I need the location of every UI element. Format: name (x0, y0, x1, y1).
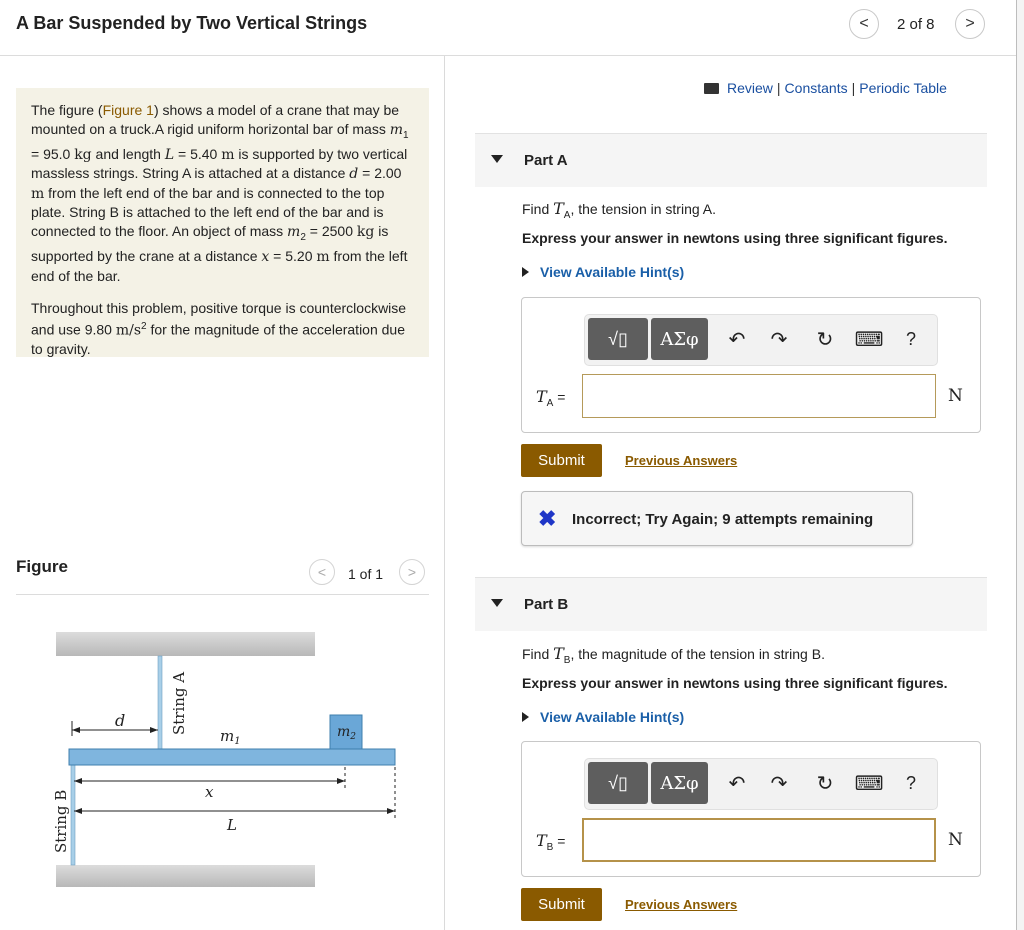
part-a-header[interactable] (475, 133, 987, 187)
chevron-left-icon: < (859, 15, 869, 32)
figure-link[interactable]: Figure 1 (102, 102, 154, 118)
part-a-variable-label: $T_A$ = (536, 387, 566, 410)
problem-statement (16, 88, 429, 357)
part-b-submit-button[interactable]: Submit (521, 888, 602, 921)
label-string-a: String A (170, 671, 188, 735)
part-b-previous-answers-link[interactable]: Previous Answers (625, 897, 738, 912)
incorrect-x-icon: ✖ (538, 506, 557, 531)
part-b-unit: N (948, 830, 963, 850)
keyboard-icon[interactable]: ⌨ (854, 328, 884, 351)
figure-pager: 1 of 1 (348, 566, 384, 582)
expand-triangle-icon (522, 267, 529, 277)
chevron-left-icon: < (317, 564, 327, 580)
help-icon[interactable]: ? (905, 328, 916, 349)
label-m2: $m_2$ (337, 724, 357, 742)
part-a-previous-answers-link[interactable]: Previous Answers (625, 453, 738, 468)
resource-links: Review | Constants | Periodic Table (704, 80, 947, 96)
part-b-header[interactable] (475, 577, 987, 631)
constants-link[interactable]: Constants (784, 80, 848, 96)
problem-pager: 2 of 8 (897, 16, 935, 33)
review-link[interactable]: Review (727, 80, 773, 96)
greek-symbols-button[interactable]: ΑΣφ (651, 318, 708, 360)
label-x: x (205, 783, 214, 801)
templates-icon: √▯ (608, 772, 628, 793)
label-d: d (115, 711, 126, 730)
redo-icon[interactable]: ↷ (770, 772, 788, 795)
problem-paragraph-1: The figure (Figure 1) shows a model of a crane that may be mounted on a truck.A rigid uniform horizontal bar of mass $m_1 = 95.0$ kg and length L = 5.40 m is supported by two vertical massless strings. String A is attached at a distance d = 2.00 m from the left end of the bar and is connected to the top plate. String B is attached to the left end of the bar and is connected to the floor. An object of mass $m_2 = 2500$ kg is supported by the crane at a distance x = 5.20 m from the left end of the bar. (31, 102, 409, 284)
arrowhead (337, 778, 345, 784)
part-a-hint-toggle[interactable]: View Available Hint(s) (522, 264, 684, 280)
feedback-message: Incorrect; Try Again; 9 attempts remaining (572, 511, 874, 528)
collapse-triangle-icon (491, 599, 503, 607)
figure-next-button[interactable] (399, 559, 425, 585)
part-b-instruction: Express your answer in newtons using three significant figures. (522, 675, 948, 691)
bar (69, 749, 395, 765)
part-a-submit-button[interactable]: Submit (521, 444, 602, 477)
next-problem-button[interactable] (955, 9, 985, 39)
chevron-right-icon: > (407, 564, 417, 580)
crane-figure (40, 620, 410, 895)
templates-icon: √▯ (608, 328, 628, 349)
figure-prev-button[interactable] (309, 559, 335, 585)
label-m1: $m_1$ (220, 727, 241, 747)
header (0, 0, 1016, 56)
problem-paragraph-2: Throughout this problem, positive torque is counterclockwise and use 9.80 $m/s^2$ for the magnitude of the acceleration due to gravity. (31, 300, 407, 357)
part-a-unit: N (948, 386, 963, 406)
math-toolbar (584, 758, 938, 810)
top-plate (56, 632, 315, 656)
page-title: A Bar Suspended by Two Vertical Strings (16, 13, 368, 33)
redo-icon[interactable]: ↷ (770, 328, 788, 351)
background-window-edge (1016, 0, 1024, 930)
part-b-label: Part B (524, 596, 569, 613)
part-a-label: Part A (524, 152, 568, 169)
part-b-answer-box (521, 741, 981, 877)
part-b-hint-toggle[interactable]: View Available Hint(s) (522, 709, 684, 725)
part-a-instruction: Express your answer in newtons using three significant figures. (522, 230, 948, 246)
chevron-right-icon: > (965, 15, 975, 32)
collapse-triangle-icon (491, 155, 503, 163)
reset-icon[interactable]: ↻ (816, 772, 834, 795)
keyboard-icon[interactable]: ⌨ (854, 772, 884, 795)
part-a-answer-box (521, 297, 981, 433)
label-string-b: String B (52, 789, 70, 853)
expand-triangle-icon (522, 712, 529, 722)
templates-button[interactable] (588, 318, 648, 360)
arrowhead (387, 808, 395, 814)
string-b (71, 765, 75, 865)
part-b-variable-label: $T_B$ = (536, 831, 566, 854)
floor (56, 865, 315, 887)
part-a-answer-input[interactable] (582, 374, 936, 418)
label-L: L (227, 816, 237, 834)
pane-divider (444, 56, 445, 930)
part-b-question: Find $T_B$, the magnitude of the tension in string B. (522, 644, 825, 666)
figure-separator (16, 594, 429, 595)
arrowhead (72, 727, 80, 733)
greek-symbols-button[interactable]: ΑΣφ (651, 762, 708, 804)
help-icon[interactable]: ? (905, 772, 916, 793)
math-toolbar (584, 314, 938, 366)
undo-icon[interactable]: ↶ (728, 772, 746, 795)
figure-title: Figure (16, 557, 68, 576)
prev-problem-button[interactable] (849, 9, 879, 39)
string-a (158, 656, 162, 749)
part-a-feedback (521, 491, 913, 546)
arrowhead (150, 727, 158, 733)
undo-icon[interactable]: ↶ (728, 328, 746, 351)
part-a-question: Find $T_A$, the tension in string A. (522, 199, 716, 221)
templates-button[interactable] (588, 762, 648, 804)
periodic-table-link[interactable]: Periodic Table (859, 80, 947, 96)
book-icon (704, 83, 719, 94)
reset-icon[interactable]: ↻ (816, 328, 834, 351)
part-b-answer-input[interactable] (582, 818, 936, 862)
